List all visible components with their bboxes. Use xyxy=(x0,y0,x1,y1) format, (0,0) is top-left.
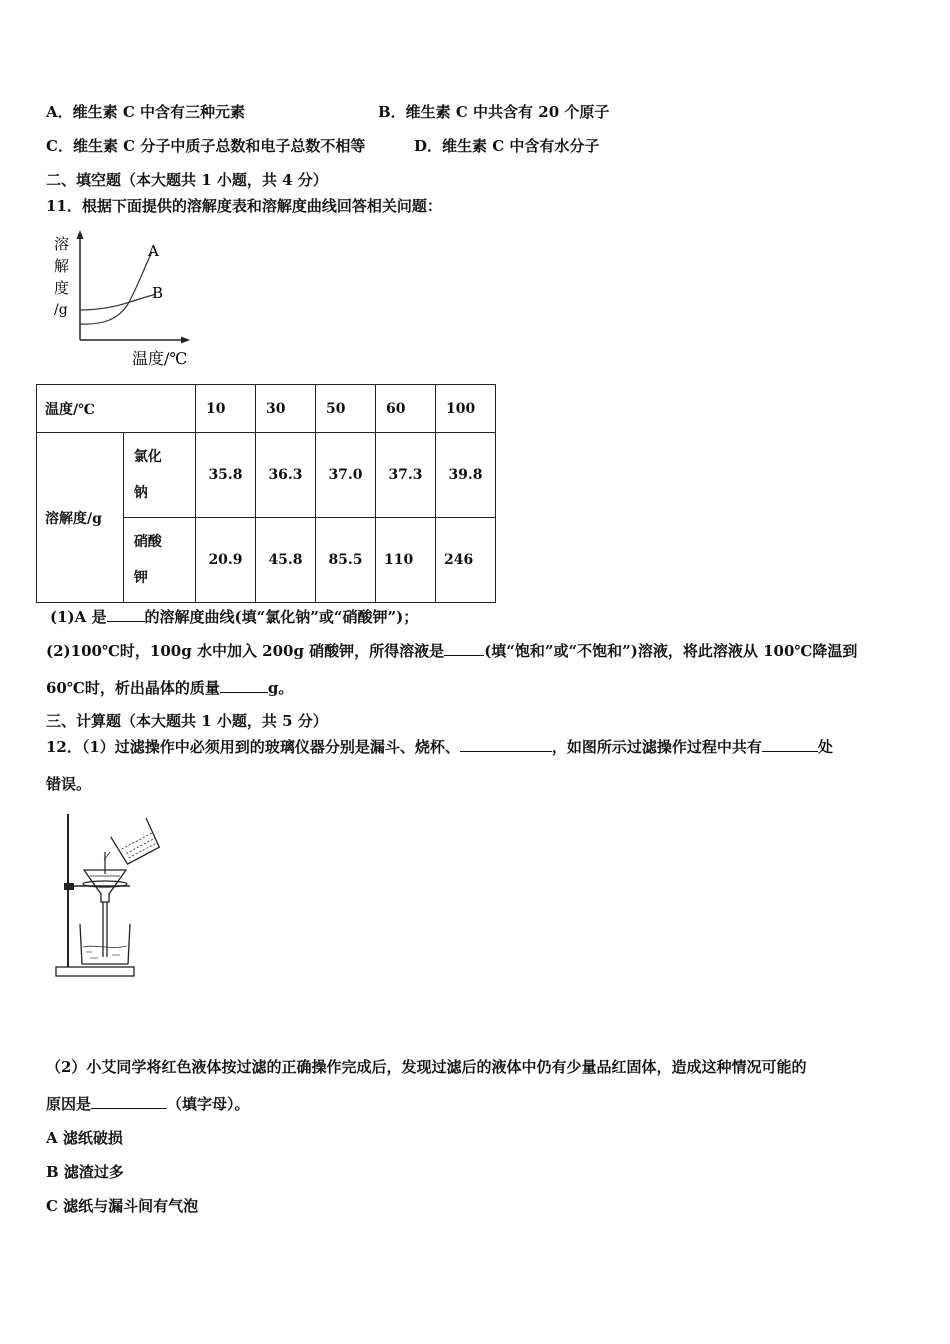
substance-cell: 硝酸 钾 xyxy=(123,518,195,603)
answer-blank[interactable] xyxy=(91,1094,167,1109)
temp-cell: 50 xyxy=(316,385,376,433)
answer-blank[interactable] xyxy=(444,641,484,656)
pouring-beaker xyxy=(111,818,161,865)
value-cell: 110 xyxy=(376,518,436,603)
temp-cell: 30 xyxy=(256,385,316,433)
solubility-table xyxy=(36,384,496,603)
temp-cell: 100 xyxy=(436,385,496,433)
option-d: D．维生素 C 中含有水分子 xyxy=(414,137,600,155)
curve-b-label: B xyxy=(152,284,164,302)
value-cell: 37.0 xyxy=(316,433,376,518)
value-cell: 45.8 xyxy=(256,518,316,603)
x-axis-label: 温度/℃ xyxy=(132,349,188,368)
curve-b xyxy=(80,294,156,310)
temp-cell: 10 xyxy=(196,385,256,433)
solubility-label-cell: 溶解度/g xyxy=(37,433,124,603)
section-2-title: 二、填空题（本大题共 1 小题，共 4 分） xyxy=(46,171,328,189)
value-cell: 246 xyxy=(436,518,496,603)
q12-part-2: （2）小艾同学将红色液体按过滤的正确操作完成后，发现过滤后的液体中仍有少量品红固体，造成这种情况可能的 xyxy=(46,1058,807,1076)
value-cell: 35.8 xyxy=(196,433,256,518)
y-label-char-4: /g xyxy=(54,302,68,318)
y-label-char-1: 溶 xyxy=(54,235,70,253)
q12-option-a: A 滤纸破损 xyxy=(46,1129,123,1147)
option-c: C．维生素 C 分子中质子总数和电子总数不相等 xyxy=(46,137,366,155)
stand-base xyxy=(56,967,134,976)
q12-option-b: B 滤渣过多 xyxy=(46,1163,124,1181)
curve-a xyxy=(80,252,152,324)
answer-blank[interactable] xyxy=(220,678,268,693)
q11-part-2-cont: 60℃时，析出晶体的质量 g。 xyxy=(46,679,294,697)
value-cell: 37.3 xyxy=(376,433,436,518)
q11-part-2: (2)100℃时，100g 水中加入 200g 硝酸钾，所得溶液是 (填“饱和”或“不饱和”)溶液，将此溶液从 100℃降温到 xyxy=(46,642,858,660)
q12-option-c: C 滤纸与漏斗间有气泡 xyxy=(46,1197,199,1215)
answer-blank[interactable] xyxy=(762,737,818,752)
temp-cell: 60 xyxy=(376,385,436,433)
substance-cell: 氯化 钠 xyxy=(123,433,195,518)
filtration-apparatus-diagram xyxy=(50,812,170,984)
y-label-char-3: 度 xyxy=(54,279,70,297)
q12-part-2-cont: 原因是 （填字母）。 xyxy=(46,1095,250,1113)
question-11-stem: 11．根据下面提供的溶解度表和溶解度曲线回答相关问题： xyxy=(46,197,442,215)
q12-part-1: 12．（1）过滤操作中必须用到的玻璃仪器分别是漏斗、烧杯、 ，如图所示过滤操作过程中共有 处 xyxy=(46,738,833,756)
value-cell: 20.9 xyxy=(196,518,256,603)
solubility-curve-graph xyxy=(40,228,210,373)
beaker xyxy=(80,924,130,964)
section-3-title: 三、计算题（本大题共 1 小题，共 5 分） xyxy=(46,712,328,730)
y-label-char-2: 解 xyxy=(54,257,70,275)
value-cell: 36.3 xyxy=(256,433,316,518)
table-row xyxy=(37,433,496,518)
answer-blank[interactable] xyxy=(460,737,552,752)
value-cell: 85.5 xyxy=(316,518,376,603)
value-cell: 39.8 xyxy=(436,433,496,518)
option-b: B．维生素 C 中共含有 20 个原子 xyxy=(378,103,610,121)
table-header-row xyxy=(37,385,496,433)
q12-part-1-cont: 错误。 xyxy=(46,775,92,793)
temp-header-cell: 温度/℃ xyxy=(37,385,196,433)
option-a: A．维生素 C 中含有三种元素 xyxy=(46,103,246,121)
curve-a-label: A xyxy=(148,242,159,260)
q11-part-1: (1)A 是 的溶解度曲线(填“氯化钠”或“硝酸钾”)； xyxy=(50,608,419,626)
answer-blank[interactable] xyxy=(107,607,145,622)
